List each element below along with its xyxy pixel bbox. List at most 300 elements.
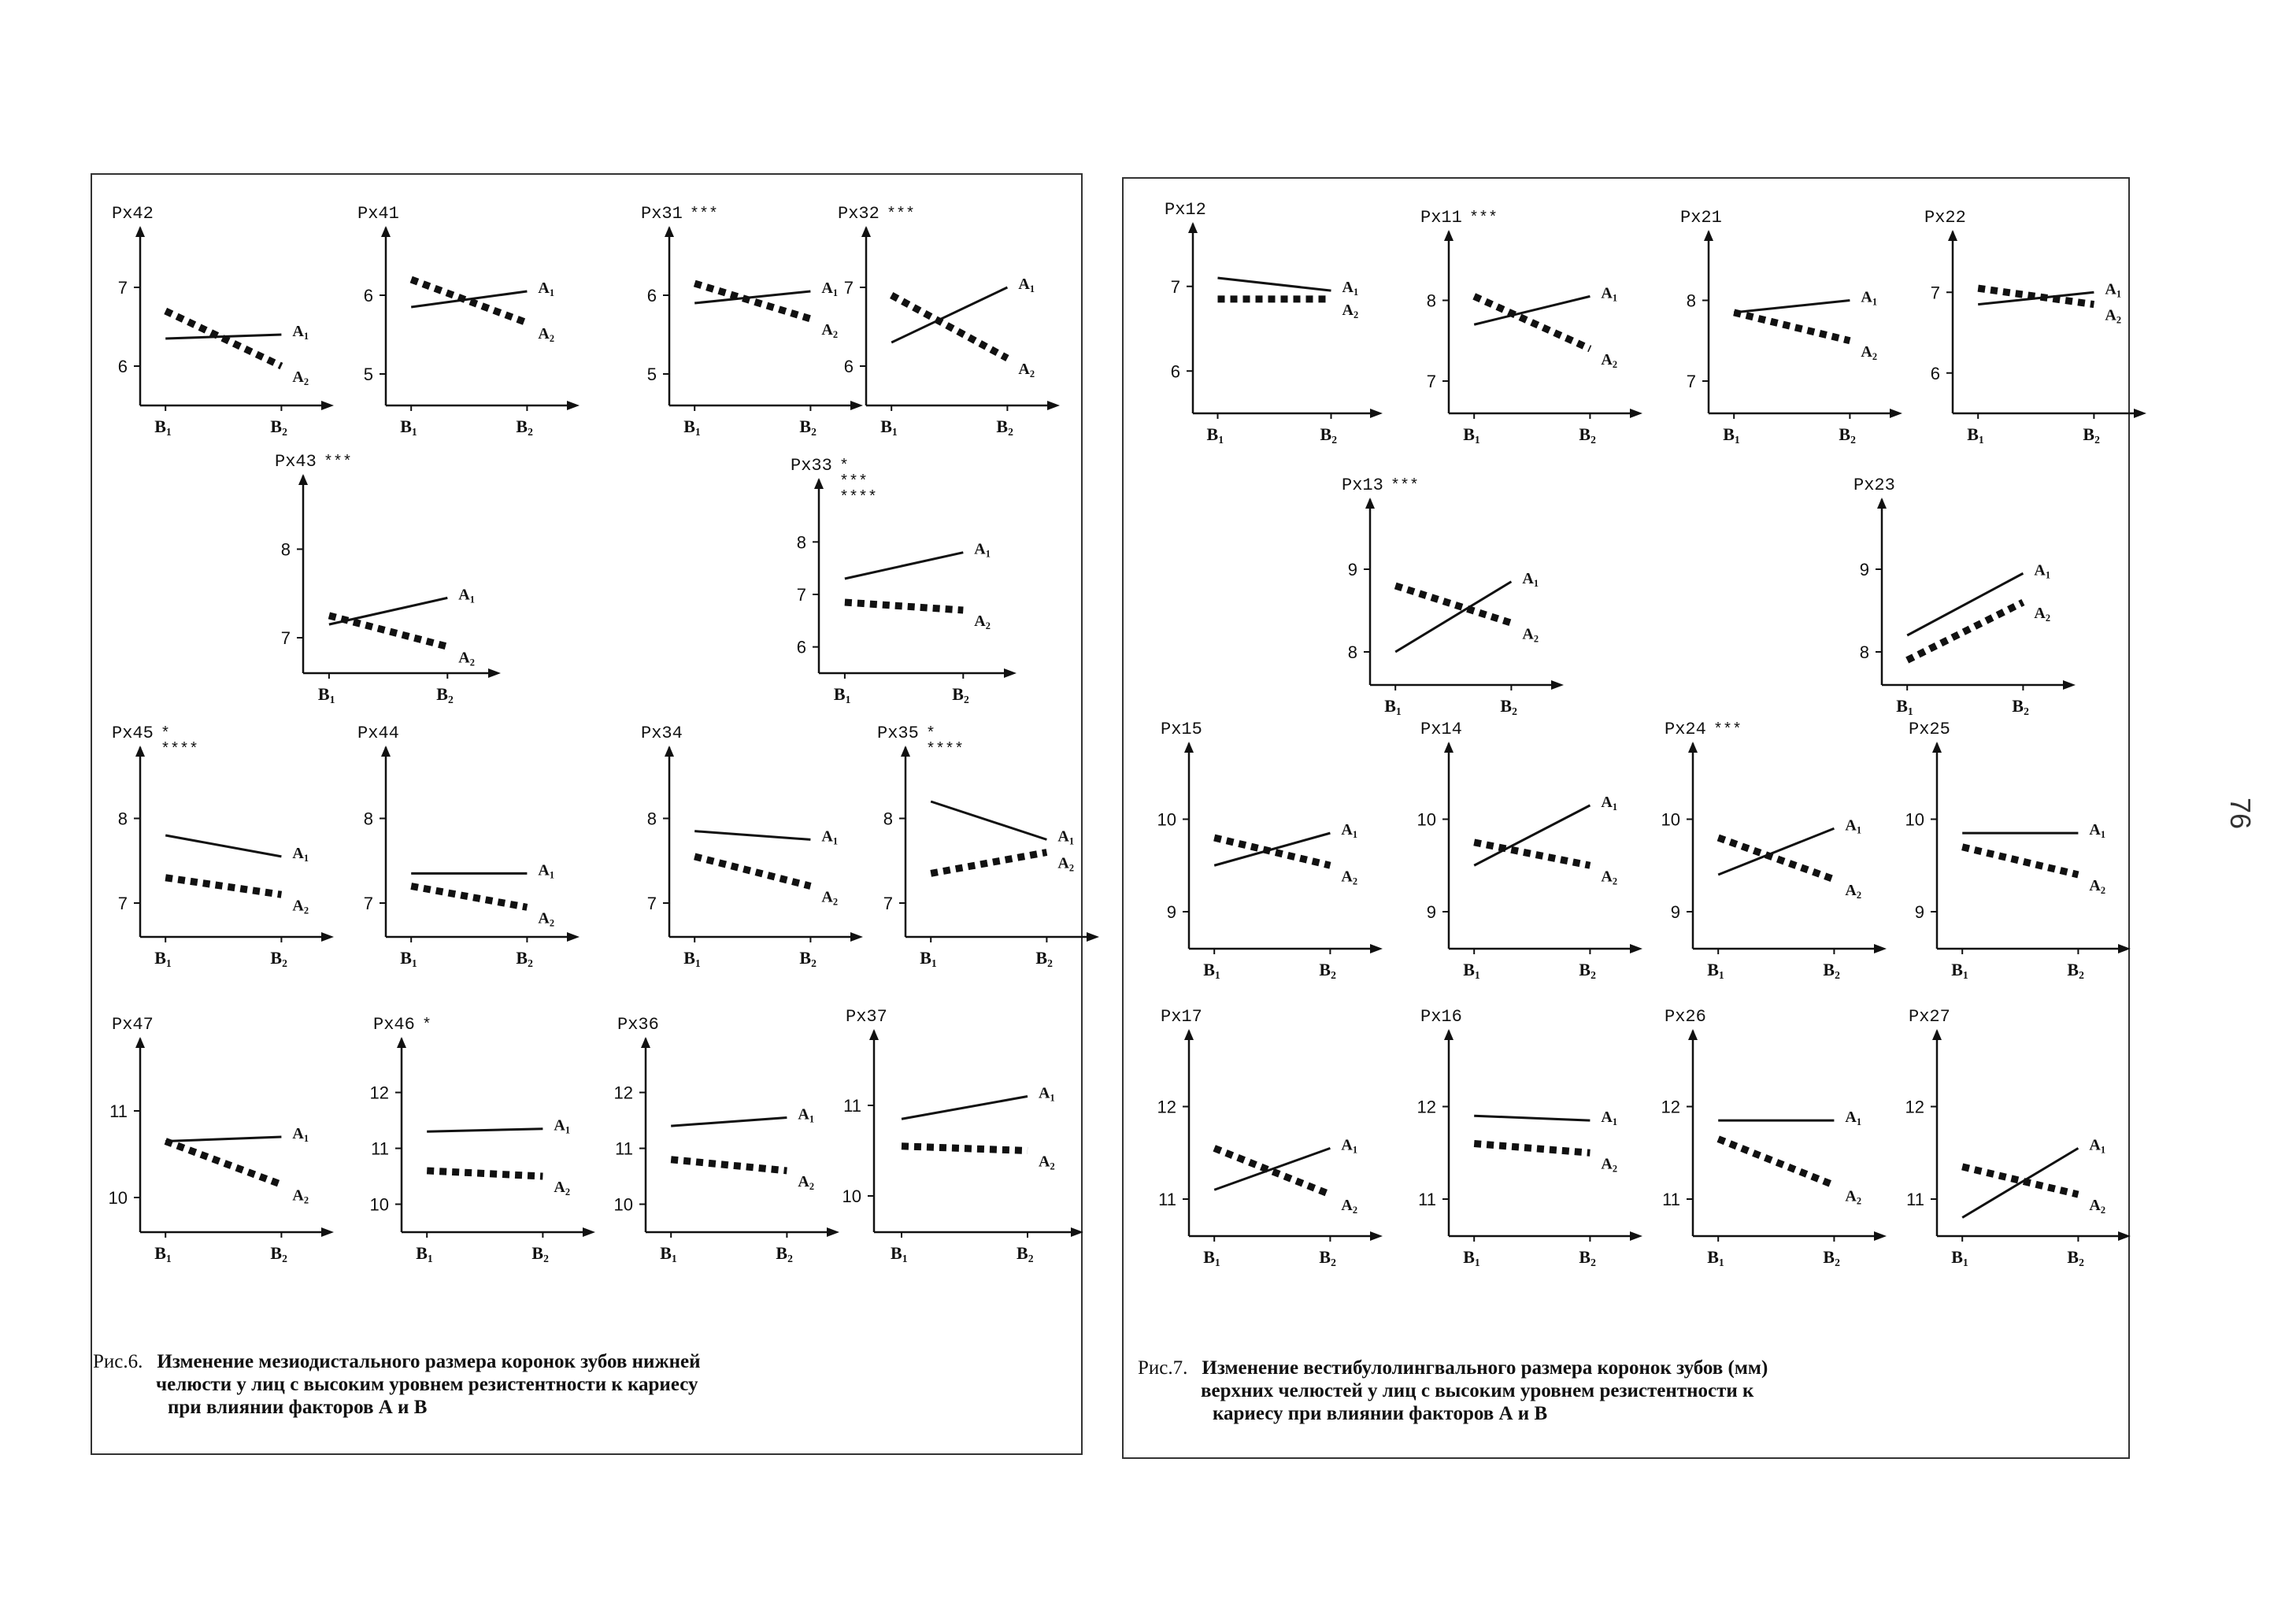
y-axis-arrow — [381, 226, 391, 237]
series-line-a2 — [165, 1142, 281, 1185]
series-label-a2: $A_2$ — [2105, 306, 2122, 326]
series-line-a2 — [1734, 313, 1850, 341]
y-tick-label: 7 — [843, 278, 854, 298]
chart-title: Px12 — [1165, 200, 1206, 220]
chart-px25 — [1905, 720, 2131, 981]
significance-stars: *** — [1469, 209, 1498, 228]
series-label-a2: $A_2$ — [1039, 1153, 1055, 1172]
series-label-a2: $A_2$ — [974, 613, 991, 631]
series-line-a2 — [411, 887, 527, 908]
y-tick-label: 7 — [1930, 283, 1940, 303]
y-tick-label: 7 — [363, 894, 373, 913]
series-line-a1 — [1718, 828, 1834, 875]
y-tick-label: 8 — [1686, 291, 1696, 311]
y-tick-label: 12 — [369, 1083, 389, 1103]
chart-title: Px34 — [641, 724, 683, 743]
series-label-a2: $A_2$ — [554, 1179, 571, 1198]
y-axis-arrow — [1932, 742, 1942, 753]
y-axis-arrow — [1365, 498, 1375, 509]
series-line-a1 — [1734, 301, 1850, 313]
y-axis-arrow — [397, 1037, 406, 1048]
y-axis-arrow — [1188, 222, 1198, 233]
series-label-a2: $A_2$ — [2089, 1197, 2106, 1216]
x-tick-label: B2 — [516, 416, 533, 438]
series-label-a1: $A_1$ — [1341, 1136, 1358, 1156]
series-label-a2: $A_2$ — [1342, 301, 1359, 320]
chart-title: Px22 — [1924, 208, 1966, 228]
x-axis-arrow — [827, 1227, 839, 1237]
series-label-a1: $A_1$ — [1341, 821, 1358, 841]
y-axis-arrow — [1704, 230, 1713, 241]
chart-title: Px44 — [357, 724, 399, 743]
x-axis-arrow — [1551, 680, 1564, 690]
series-label-a1: $A_1$ — [1845, 816, 1862, 836]
y-axis-arrow — [1444, 1029, 1454, 1040]
series-line-a2 — [1718, 838, 1834, 879]
series-label-a2: $A_2$ — [538, 909, 555, 929]
chart-title: Px36 — [617, 1015, 659, 1035]
x-tick-label: B1 — [1463, 1247, 1480, 1268]
y-tick-label: 10 — [369, 1194, 389, 1215]
y-axis-arrow — [1688, 742, 1698, 753]
series-line-a1 — [845, 553, 963, 579]
y-tick-label: 6 — [646, 286, 657, 305]
y-tick-label: 11 — [1418, 1190, 1436, 1209]
x-axis-arrow — [1630, 409, 1642, 418]
series-line-a1 — [1218, 278, 1331, 291]
series-label-a2: $A_2$ — [2034, 605, 2051, 624]
x-tick-label: B1 — [400, 948, 417, 969]
figure-6-number: Рис.6. — [93, 1351, 143, 1372]
x-tick-label: B2 — [1319, 960, 1336, 981]
chart-title: Px26 — [1665, 1007, 1706, 1027]
x-tick-label: B1 — [1951, 1247, 1968, 1268]
series-label-a2: $A_2$ — [1522, 625, 1539, 645]
series-line-a1 — [671, 1118, 787, 1127]
x-tick-label: B2 — [1017, 1243, 1034, 1264]
x-tick-label: B2 — [952, 684, 969, 705]
series-label-a2: $A_2$ — [1861, 342, 1878, 362]
chart-title: Px47 — [112, 1015, 154, 1035]
x-tick-label: B2 — [531, 1243, 549, 1264]
y-tick-label: 8 — [646, 809, 657, 829]
figure-7-caption — [1138, 1357, 2083, 1425]
y-tick-label: 7 — [646, 894, 657, 913]
figure-6-caption-line-3: при влиянии факторов А и В — [168, 1397, 428, 1418]
y-axis-arrow — [814, 478, 824, 489]
chart-title: Px23 — [1853, 476, 1895, 495]
significance-stars: *** — [887, 205, 916, 224]
series-label-a1: $A_1$ — [1601, 284, 1618, 304]
y-axis-arrow — [1877, 498, 1887, 509]
y-tick-label: 7 — [883, 894, 893, 913]
chart-px41 — [357, 204, 580, 438]
figure-7-number: Рис.7. — [1138, 1357, 1188, 1379]
y-axis-arrow — [1948, 230, 1957, 241]
x-tick-label: B1 — [1723, 424, 1740, 446]
series-line-a2 — [1962, 1167, 2078, 1194]
chart-title: Px32 — [838, 204, 880, 224]
series-line-a1 — [1962, 1148, 2078, 1217]
x-tick-label: B2 — [436, 684, 454, 705]
y-tick-label: 11 — [109, 1101, 128, 1121]
y-axis-arrow — [861, 226, 871, 237]
series-label-a2: $A_2$ — [1341, 1197, 1358, 1216]
chart-px13 — [1342, 476, 1564, 717]
series-label-a2: $A_2$ — [821, 888, 839, 908]
y-tick-label: 11 — [1906, 1190, 1924, 1209]
chart-title: Px46 — [373, 1015, 415, 1035]
series-label-a2: $A_2$ — [1057, 854, 1075, 874]
y-tick-label: 5 — [363, 365, 373, 384]
x-tick-label: B1 — [683, 948, 701, 969]
chart-px47 — [109, 1015, 334, 1264]
x-tick-label: B2 — [1579, 1247, 1596, 1268]
x-tick-label: B2 — [2067, 1247, 2084, 1268]
chart-title: Px27 — [1909, 1007, 1950, 1027]
x-axis-arrow — [1370, 1231, 1383, 1241]
series-label-a1: $A_1$ — [2089, 821, 2106, 841]
series-line-a2 — [902, 1146, 1028, 1151]
series-label-a2: $A_2$ — [1601, 351, 1618, 370]
y-axis-arrow — [298, 474, 308, 485]
series-label-a1: $A_1$ — [821, 827, 839, 847]
x-tick-label: B1 — [1203, 1247, 1220, 1268]
x-axis-arrow — [1370, 409, 1383, 418]
chart-title: Px25 — [1909, 720, 1950, 739]
series-line-a1 — [165, 835, 281, 857]
figure-6-caption-line-2: челюсти у лиц с высоким уровнем резистентности к кариесу — [156, 1374, 698, 1395]
y-tick-label: 8 — [1859, 642, 1869, 662]
series-line-a2 — [1907, 602, 2023, 661]
x-tick-label: B2 — [799, 948, 817, 969]
chart-px32 — [838, 204, 1060, 438]
y-tick-label: 11 — [843, 1096, 861, 1116]
x-tick-label: B2 — [270, 1243, 287, 1264]
x-tick-label: B1 — [1951, 960, 1968, 981]
x-tick-label: B1 — [833, 684, 851, 705]
series-line-a1 — [427, 1129, 543, 1132]
x-axis-arrow — [1004, 668, 1017, 678]
x-tick-label: B1 — [880, 416, 898, 438]
series-label-a2: $A_2$ — [1341, 868, 1358, 887]
significance-stars: *** — [690, 205, 719, 224]
series-line-a2 — [427, 1171, 543, 1176]
y-tick-label: 10 — [842, 1186, 861, 1206]
x-axis-arrow — [2134, 409, 2146, 418]
series-label-a2: $A_2$ — [538, 325, 555, 344]
y-tick-label: 6 — [1930, 363, 1940, 383]
chart-title: Px24 — [1665, 720, 1706, 739]
x-tick-label: B2 — [1579, 960, 1596, 981]
series-line-a2 — [1474, 296, 1590, 349]
chart-title: Px11 — [1420, 208, 1462, 228]
chart-title: Px41 — [357, 204, 399, 224]
y-tick-label: 11 — [1662, 1190, 1680, 1209]
x-tick-label: B1 — [154, 948, 172, 969]
x-tick-label: B1 — [1896, 696, 1913, 717]
y-axis-arrow — [1184, 742, 1194, 753]
series-label-a2: $A_2$ — [1845, 881, 1862, 901]
y-tick-label: 11 — [371, 1138, 389, 1159]
series-line-a2 — [845, 602, 963, 610]
x-axis-arrow — [1087, 932, 1099, 942]
figure-6-caption-line-1: Изменение мезиодистального размера коронок зубов нижней — [157, 1351, 701, 1372]
y-tick-label: 12 — [613, 1083, 633, 1103]
x-axis-arrow — [1071, 1227, 1083, 1237]
significance-stars: *** — [324, 453, 353, 472]
chart-title: Px43 — [275, 452, 317, 472]
y-tick-label: 11 — [1158, 1190, 1176, 1209]
series-label-a2: $A_2$ — [798, 1172, 815, 1192]
series-line-a1 — [694, 831, 810, 840]
x-axis-arrow — [1630, 944, 1642, 953]
significance-stars: *** — [1713, 721, 1742, 739]
x-tick-label: B2 — [1500, 696, 1517, 717]
y-axis-arrow — [901, 746, 910, 757]
x-tick-label: B2 — [1579, 424, 1596, 446]
y-tick-label: 8 — [280, 539, 291, 560]
series-label-a1: $A_1$ — [1845, 1109, 1862, 1128]
series-line-a1 — [1474, 805, 1590, 865]
x-tick-label: B2 — [270, 948, 287, 969]
series-line-a1 — [931, 801, 1046, 839]
y-tick-label: 6 — [1170, 361, 1180, 382]
x-tick-label: B2 — [1823, 1247, 1840, 1268]
y-tick-label: 7 — [1170, 276, 1180, 297]
x-tick-label: B2 — [996, 416, 1013, 438]
chart-px35 — [877, 724, 1099, 969]
series-label-a2: $A_2$ — [292, 368, 309, 387]
chart-title: Px37 — [846, 1007, 887, 1027]
figure-7-caption-line-1: Изменение вестибулолингвального размера коронок зубов (мм) — [1202, 1357, 1768, 1379]
series-label-a1: $A_1$ — [1342, 279, 1359, 298]
x-axis-arrow — [1874, 1231, 1887, 1241]
x-tick-label: B2 — [799, 416, 817, 438]
series-label-a2: $A_2$ — [1018, 361, 1035, 379]
x-tick-label: B1 — [1463, 960, 1480, 981]
series-line-a2 — [1718, 1139, 1834, 1186]
series-label-a1: $A_1$ — [1601, 793, 1618, 813]
x-tick-label: B1 — [1463, 424, 1480, 446]
significance-stars: **** — [839, 489, 878, 507]
chart-px44 — [357, 724, 580, 969]
series-label-a1: $A_1$ — [554, 1116, 571, 1136]
chart-px23 — [1853, 476, 2076, 717]
series-line-a1 — [694, 291, 810, 303]
x-axis-arrow — [488, 668, 501, 678]
y-tick-label: 9 — [1670, 902, 1680, 922]
series-line-a2 — [1474, 842, 1590, 865]
chart-title: Px45 — [112, 724, 154, 743]
y-tick-label: 12 — [1157, 1097, 1176, 1117]
figure-7-caption-line-2: верхних челюстей у лиц с высоким уровнем резистентности к — [1201, 1380, 1754, 1401]
x-axis-arrow — [850, 932, 863, 942]
series-label-a1: $A_1$ — [458, 586, 475, 605]
x-axis-arrow — [321, 401, 334, 410]
page-number: 76 — [2224, 797, 2257, 830]
series-line-a1 — [1474, 1116, 1590, 1120]
series-label-a1: $A_1$ — [1039, 1084, 1055, 1104]
chart-px45 — [112, 724, 334, 969]
y-tick-label: 8 — [117, 809, 128, 829]
series-label-a1: $A_1$ — [292, 1125, 309, 1144]
chart-title: Px31 — [641, 204, 683, 224]
significance-stars: * — [839, 457, 850, 476]
x-tick-label: B1 — [154, 416, 172, 438]
series-line-a2 — [1962, 847, 2078, 875]
series-label-a1: $A_1$ — [538, 279, 555, 298]
x-tick-label: B1 — [416, 1243, 433, 1264]
x-axis-arrow — [2118, 1231, 2131, 1241]
series-label-a2: $A_2$ — [292, 1186, 309, 1206]
y-tick-label: 8 — [1426, 291, 1436, 311]
y-tick-label: 10 — [1416, 809, 1436, 830]
series-label-a2: $A_2$ — [2089, 877, 2106, 896]
series-line-a2 — [165, 878, 281, 895]
y-tick-label: 10 — [613, 1194, 633, 1215]
y-tick-label: 9 — [1166, 902, 1176, 922]
chart-px33 — [791, 456, 1017, 705]
chart-px17 — [1157, 1007, 1383, 1268]
x-tick-label: B1 — [400, 416, 417, 438]
x-axis-arrow — [2118, 944, 2131, 953]
y-tick-label: 7 — [796, 585, 806, 605]
x-tick-label: B1 — [1384, 696, 1402, 717]
chart-px24 — [1661, 720, 1887, 981]
series-label-a1: $A_1$ — [821, 279, 839, 298]
y-tick-label: 12 — [1661, 1097, 1680, 1117]
x-tick-label: B2 — [776, 1243, 793, 1264]
x-tick-label: B1 — [1707, 1247, 1724, 1268]
series-line-a2 — [671, 1160, 787, 1171]
x-axis-arrow — [1370, 944, 1383, 953]
series-label-a1: $A_1$ — [1601, 1109, 1618, 1128]
x-axis-arrow — [850, 401, 863, 410]
y-tick-label: 6 — [843, 357, 854, 376]
x-tick-label: B2 — [1839, 424, 1856, 446]
x-tick-label: B1 — [1707, 960, 1724, 981]
chart-px31 — [641, 204, 863, 438]
x-tick-label: B2 — [2083, 424, 2100, 446]
chart-px15 — [1157, 720, 1383, 981]
figure-6-caption — [93, 1350, 998, 1419]
y-tick-label: 5 — [646, 365, 657, 384]
y-tick-label: 8 — [363, 809, 373, 829]
chart-px12 — [1165, 200, 1383, 446]
x-axis-arrow — [321, 932, 334, 942]
x-tick-label: B2 — [1035, 948, 1053, 969]
series-label-a1: $A_1$ — [292, 323, 309, 342]
series-label-a1: $A_1$ — [2034, 561, 2051, 581]
y-tick-label: 8 — [1347, 642, 1357, 662]
y-axis-arrow — [1932, 1029, 1942, 1040]
chart-title: Px16 — [1420, 1007, 1462, 1027]
x-tick-label: B2 — [1320, 424, 1337, 446]
x-axis-arrow — [1890, 409, 1902, 418]
series-label-a2: $A_2$ — [1601, 1155, 1618, 1175]
y-axis-arrow — [641, 1037, 650, 1048]
series-label-a1: $A_1$ — [974, 540, 991, 560]
y-tick-label: 10 — [1157, 809, 1176, 830]
chart-title: Px14 — [1420, 720, 1462, 739]
y-tick-label: 9 — [1347, 560, 1357, 579]
figure-7-caption-line-3: кариесу при влиянии факторов А и В — [1213, 1403, 1548, 1424]
chart-title: Px42 — [112, 204, 154, 224]
chart-title: Px13 — [1342, 476, 1383, 495]
chart-px14 — [1417, 720, 1642, 981]
chart-px34 — [641, 724, 863, 969]
chart-px42 — [112, 204, 334, 438]
series-label-a1: $A_1$ — [2089, 1136, 2106, 1156]
chart-px16 — [1417, 1007, 1642, 1268]
x-tick-label: B2 — [1823, 960, 1840, 981]
y-tick-label: 10 — [1661, 809, 1680, 830]
x-tick-label: B2 — [2067, 960, 2084, 981]
x-axis-arrow — [1630, 1231, 1642, 1241]
chart-px21 — [1680, 208, 1902, 446]
x-axis-arrow — [2063, 680, 2076, 690]
series-label-a2: $A_2$ — [1601, 868, 1618, 887]
y-tick-label: 7 — [117, 894, 128, 913]
series-label-a2: $A_2$ — [1845, 1187, 1862, 1207]
series-line-a1 — [891, 287, 1007, 342]
chart-px11 — [1420, 208, 1642, 446]
x-axis-arrow — [1874, 944, 1887, 953]
x-tick-label: B1 — [920, 948, 937, 969]
y-axis-arrow — [665, 746, 674, 757]
y-tick-label: 7 — [1426, 372, 1436, 391]
chart-title: Px15 — [1161, 720, 1202, 739]
significance-stars: * — [422, 1016, 432, 1035]
series-line-a1 — [1907, 573, 2023, 635]
significance-stars: *** — [839, 473, 868, 491]
y-axis-arrow — [1688, 1029, 1698, 1040]
x-tick-label: B2 — [1319, 1247, 1336, 1268]
y-tick-label: 6 — [363, 286, 373, 305]
y-tick-label: 11 — [615, 1138, 633, 1159]
chart-px46 — [370, 1015, 595, 1264]
series-line-a2 — [891, 295, 1007, 358]
x-tick-label: B1 — [1203, 960, 1220, 981]
series-line-a2 — [931, 853, 1046, 874]
y-axis-arrow — [381, 746, 391, 757]
series-line-a2 — [1474, 1144, 1590, 1153]
series-label-a1: $A_1$ — [1057, 827, 1075, 847]
y-tick-label: 7 — [1686, 372, 1696, 391]
chart-title: Px21 — [1680, 208, 1722, 228]
x-tick-label: B1 — [891, 1243, 908, 1264]
x-axis-arrow — [321, 1227, 334, 1237]
y-axis-arrow — [1184, 1029, 1194, 1040]
series-label-a2: $A_2$ — [292, 897, 309, 916]
series-label-a1: $A_1$ — [292, 844, 309, 864]
y-axis-arrow — [1444, 742, 1454, 753]
x-tick-label: B2 — [2012, 696, 2029, 717]
series-label-a1: $A_1$ — [1522, 569, 1539, 589]
x-tick-label: B1 — [683, 416, 701, 438]
series-label-a2: $A_2$ — [821, 321, 839, 340]
series-line-a2 — [411, 279, 527, 323]
x-tick-label: B2 — [516, 948, 533, 969]
chart-px36 — [614, 1015, 839, 1264]
y-tick-label: 7 — [117, 278, 128, 298]
series-label-a1: $A_1$ — [1018, 276, 1035, 294]
y-tick-label: 9 — [1859, 560, 1869, 579]
y-tick-label: 6 — [117, 357, 128, 376]
y-axis-arrow — [1444, 230, 1454, 241]
y-tick-label: 9 — [1914, 902, 1924, 922]
